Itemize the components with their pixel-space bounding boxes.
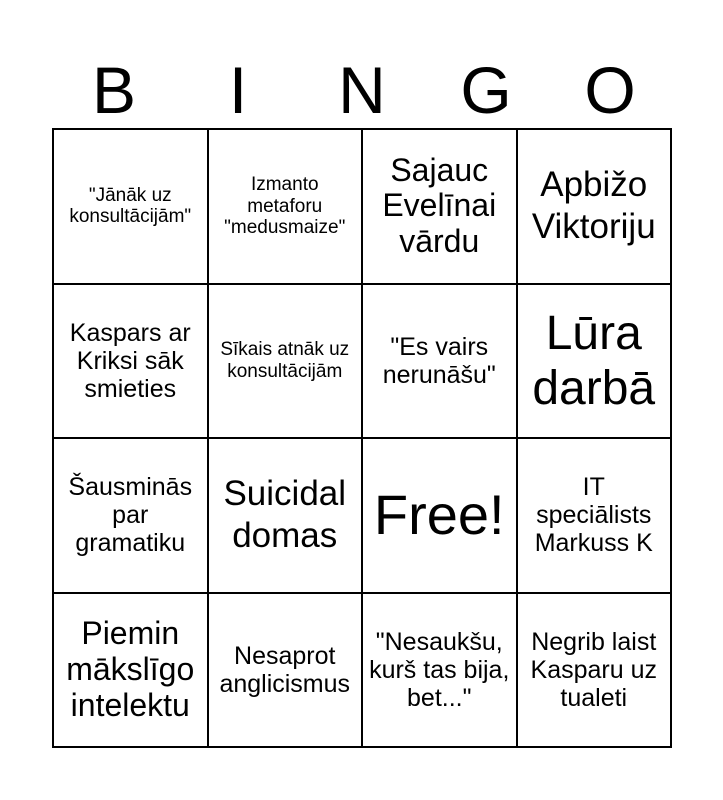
header-letter-n: N	[338, 53, 386, 127]
header-letter-g: G	[460, 53, 512, 127]
bingo-cell[interactable]: Piemin mākslīgo intelektu	[54, 594, 209, 749]
bingo-cell[interactable]: Sajauc Evelīnai vārdu	[363, 130, 518, 285]
header-letter-b: B	[91, 53, 137, 127]
bingo-header	[52, 52, 672, 128]
bingo-cell[interactable]: Negrib laist Kasparu uz tualeti	[518, 594, 673, 749]
bingo-cell[interactable]: Suicidal domas	[209, 439, 364, 594]
bingo-cell[interactable]: Sīkais atnāk uz konsultācijām	[209, 285, 364, 440]
bingo-cell[interactable]: Lūra darbā	[518, 285, 673, 440]
free-cell[interactable]: Free!	[363, 439, 518, 594]
bingo-cell[interactable]: Izmanto metaforu "medusmaize"	[209, 130, 364, 285]
bingo-cell[interactable]: IT speciālists Markuss K	[518, 439, 673, 594]
bingo-cell[interactable]: Nesaprot anglicismus	[209, 594, 364, 749]
bingo-cell[interactable]: "Es vairs nerunāšu"	[363, 285, 518, 440]
bingo-cell[interactable]: Šausminās par gramatiku	[54, 439, 209, 594]
bingo-cell[interactable]: Apbižo Viktoriju	[518, 130, 673, 285]
bingo-cell[interactable]: "Jānāk uz konsultācijām"	[54, 130, 209, 285]
bingo-cell[interactable]: "Nesaukšu, kurš tas bija, bet..."	[363, 594, 518, 749]
header-letter-o: O	[584, 53, 636, 127]
bingo-grid	[52, 128, 672, 748]
bingo-cell[interactable]: Kaspars ar Kriksi sāk smieties	[54, 285, 209, 440]
header-letter-i: I	[228, 53, 248, 127]
